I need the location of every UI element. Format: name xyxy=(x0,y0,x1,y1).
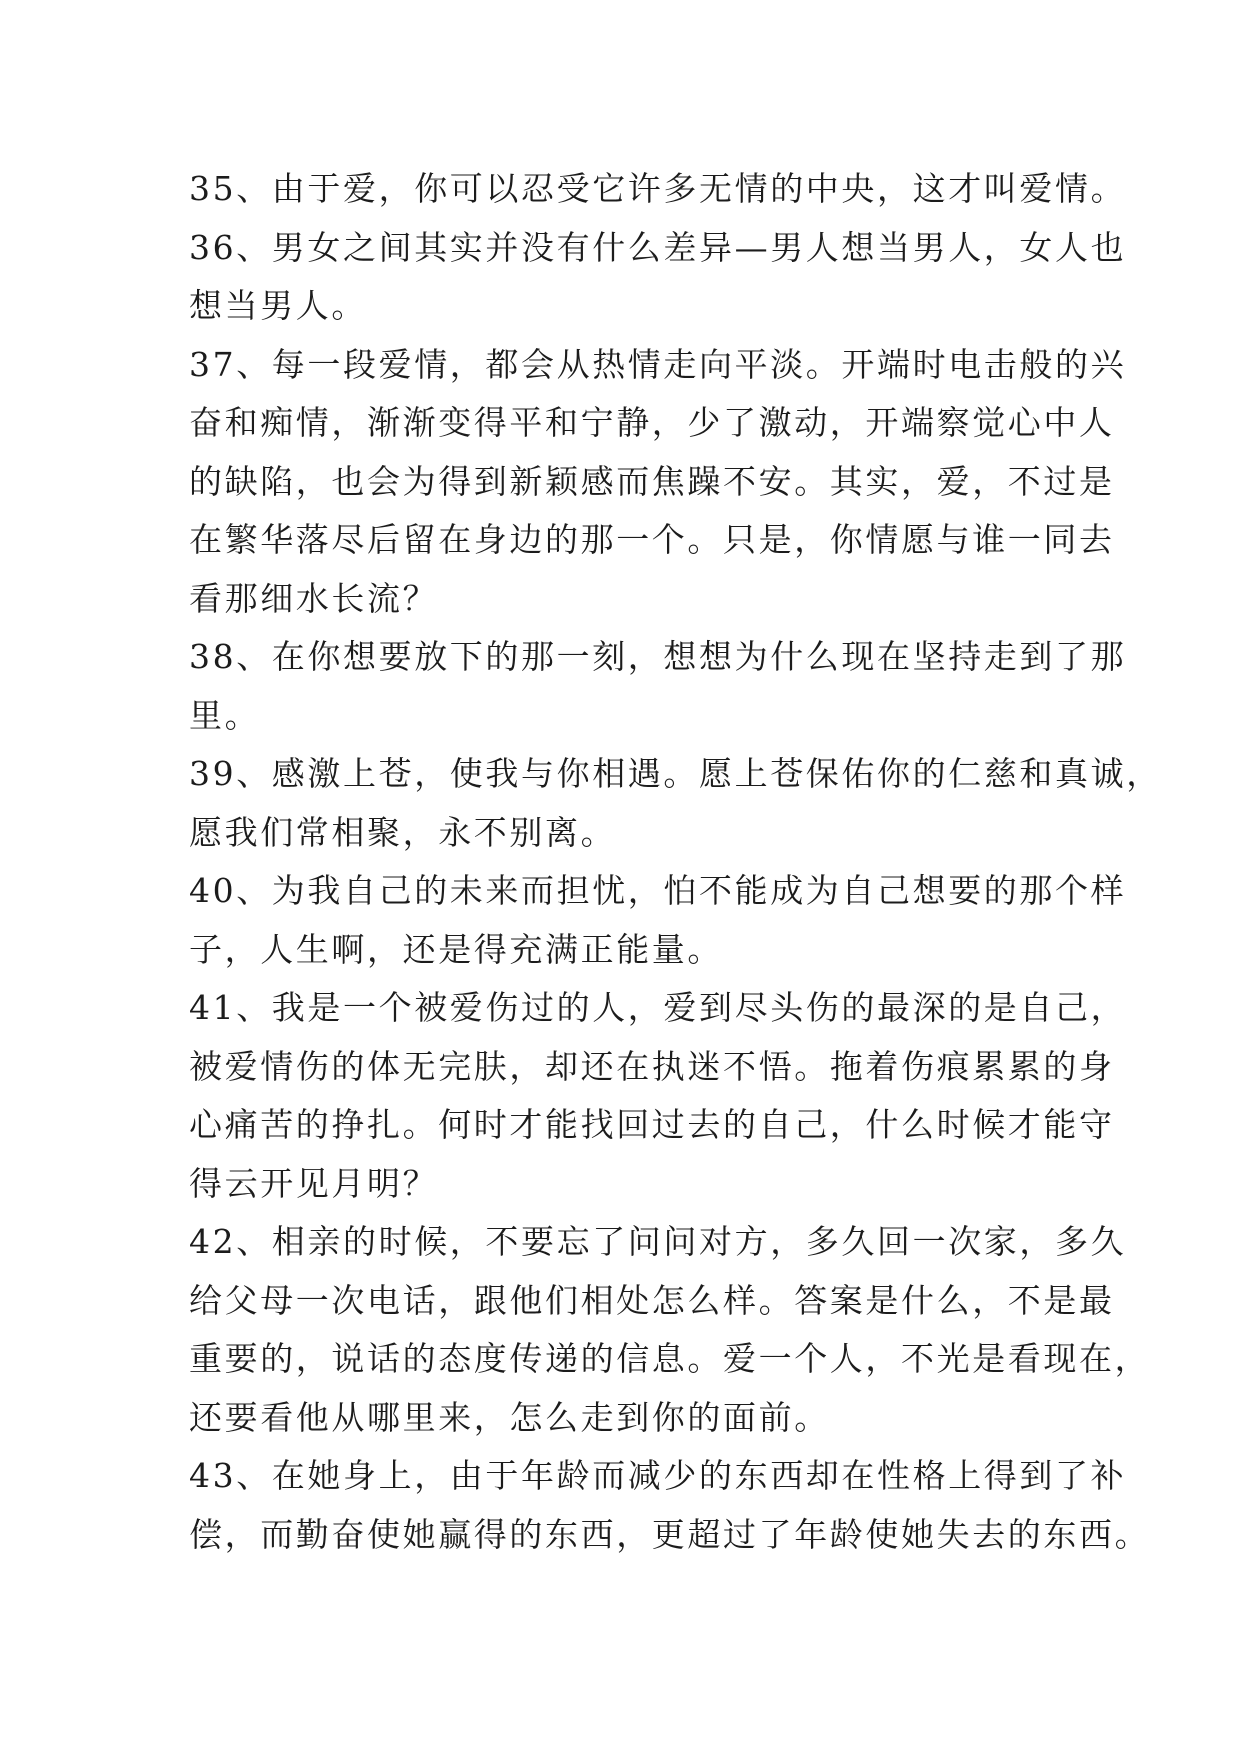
text-line: 被爱情伤的体无完肤，却还在执迷不悟。拖着伤痕累累的身 xyxy=(189,1046,1115,1086)
text-line: 给父母一次电话，跟他们相处怎么样。答案是什么，不是最 xyxy=(189,1280,1115,1320)
text-line: 40、为我自己的未来而担忧，怕不能成为自己想要的那个样 xyxy=(189,871,1127,910)
document-body xyxy=(189,160,1162,1564)
text-line: 想当男人。 xyxy=(189,286,367,325)
text-line: 愿我们常相聚，永不别离。 xyxy=(189,812,617,852)
text-line: 39、感激上苍，使我与你相遇。愿上苍保佑你的仁慈和真诚， xyxy=(189,754,1162,793)
text-line: 38、在你想要放下的那一刻，想想为什么现在坚持走到了那 xyxy=(189,637,1127,676)
text-line: 37、每一段爱情，都会从热情走向平淡。开端时电击般的兴 xyxy=(189,344,1127,384)
text-line: 奋和痴情，渐渐变得平和宁静，少了激动，开端察觉心中人 xyxy=(189,403,1115,442)
text-line: 的缺陷，也会为得到新颖感而焦躁不安。其实，爱，不过是 xyxy=(189,461,1115,501)
text-line: 41、我是一个被爱伤过的人，爱到尽头伤的最深的是自己， xyxy=(189,988,1127,1027)
text-line: 43、在她身上，由于年龄而减少的东西却在性格上得到了补 xyxy=(189,1456,1127,1495)
text-line: 重要的，说话的态度传递的信息。爱一个人，不光是看现在， xyxy=(189,1339,1151,1378)
text-line: 35、由于爱，你可以忍受它许多无情的中央，这才叫爱情。 xyxy=(189,169,1127,208)
text-line: 42、相亲的时候，不要忘了问问对方，多久回一次家，多久 xyxy=(189,1222,1127,1261)
text-line: 子，人生啊，还是得充满正能量。 xyxy=(189,929,723,969)
text-line: 还要看他从哪里来，怎么走到你的面前。 xyxy=(189,1397,830,1437)
text-line: 36、男女之间其实并没有什么差异—男人想当男人，女人也 xyxy=(189,227,1127,267)
text-line: 心痛苦的挣扎。何时才能找回过去的自己，什么时候才能守 xyxy=(189,1105,1115,1144)
text-line: 看那细水长流？ xyxy=(189,578,439,618)
text-line: 里。 xyxy=(189,695,261,735)
text-line: 在繁华落尽后留在身边的那一个。只是，你情愿与谁一同去 xyxy=(189,520,1115,559)
text-line: 偿，而勤奋使她赢得的东西，更超过了年龄使她失去的东西。 xyxy=(189,1514,1151,1554)
text-line: 得云开见月明？ xyxy=(189,1163,439,1203)
